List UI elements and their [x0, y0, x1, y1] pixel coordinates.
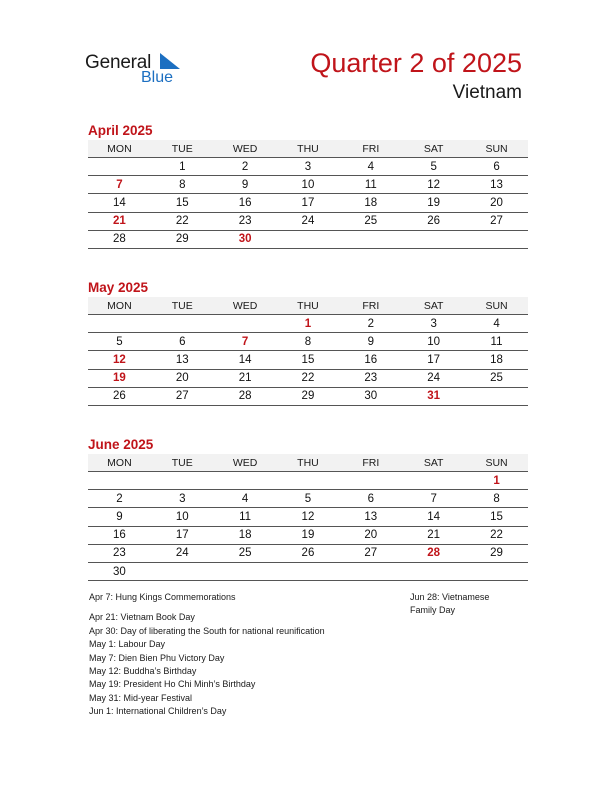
holiday-note: May 31: Mid-year Festival	[89, 692, 193, 703]
day-cell: 18	[339, 194, 402, 212]
day-cell: 30	[214, 230, 277, 248]
week-row	[88, 158, 528, 176]
day-cell: 25	[465, 369, 528, 387]
weekday-header: SUN	[465, 297, 528, 315]
day-cell	[339, 472, 402, 490]
day-cell: 12	[277, 508, 340, 526]
day-cell: 26	[277, 544, 340, 562]
day-cell: 14	[88, 194, 151, 212]
weekday-header: FRI	[339, 297, 402, 315]
holiday-note: May 1: Labour Day	[89, 639, 166, 650]
day-cell	[151, 472, 214, 490]
country-subtitle: Vietnam	[452, 82, 522, 103]
day-cell: 16	[339, 351, 402, 369]
week-row	[88, 544, 528, 562]
weekday-header: MON	[88, 297, 151, 315]
weekday-header: FRI	[339, 454, 402, 472]
week-row	[88, 230, 528, 248]
weekday-header: SAT	[402, 297, 465, 315]
month-april	[88, 121, 528, 249]
holiday-note: Jun 1: International Children’s Day	[89, 706, 227, 717]
page-title: Quarter 2 of 2025	[310, 48, 522, 78]
week-row	[88, 490, 528, 508]
day-cell: 24	[402, 369, 465, 387]
weekday-header-row	[88, 297, 528, 315]
day-cell: 5	[277, 490, 340, 508]
day-cell	[465, 230, 528, 248]
day-cell: 31	[402, 387, 465, 405]
day-cell: 20	[151, 369, 214, 387]
day-cell: 26	[88, 387, 151, 405]
day-cell: 8	[277, 333, 340, 351]
day-cell: 12	[88, 351, 151, 369]
day-cell: 19	[277, 526, 340, 544]
day-cell: 7	[214, 333, 277, 351]
day-cell	[402, 562, 465, 580]
day-cell	[339, 562, 402, 580]
holiday-note: May 7: Dien Bien Phu Victory Day	[89, 652, 225, 663]
day-cell: 17	[151, 526, 214, 544]
week-row	[88, 387, 528, 405]
day-cell: 28	[402, 544, 465, 562]
day-cell: 3	[402, 315, 465, 333]
day-cell: 26	[402, 212, 465, 230]
week-row	[88, 194, 528, 212]
weekday-header-row	[88, 454, 528, 472]
day-cell	[88, 472, 151, 490]
day-cell: 22	[277, 369, 340, 387]
holiday-notes	[89, 591, 325, 719]
holiday-note: Apr 30: Day of liberating the South for national reunification	[89, 625, 325, 636]
day-cell: 17	[277, 194, 340, 212]
day-cell: 18	[465, 351, 528, 369]
day-cell	[465, 387, 528, 405]
day-cell	[151, 315, 214, 333]
week-row	[88, 351, 528, 369]
day-cell: 28	[214, 387, 277, 405]
day-cell: 6	[465, 158, 528, 176]
day-cell: 27	[339, 544, 402, 562]
week-row	[88, 212, 528, 230]
day-cell: 11	[465, 333, 528, 351]
holiday-note: Family Day	[410, 605, 456, 616]
day-cell: 10	[402, 333, 465, 351]
weekday-header: WED	[214, 297, 277, 315]
holiday-note: Apr 7: Hung Kings Commemorations	[89, 592, 236, 602]
day-cell	[214, 315, 277, 333]
day-cell: 25	[214, 544, 277, 562]
logo-blue-text: Blue	[141, 69, 174, 86]
day-cell: 21	[88, 212, 151, 230]
calendar-table	[88, 297, 528, 406]
month-may	[88, 278, 528, 406]
day-cell	[88, 158, 151, 176]
day-cell: 9	[214, 176, 277, 194]
day-cell: 1	[277, 315, 340, 333]
day-cell: 22	[151, 212, 214, 230]
month-title: April 2025	[88, 123, 153, 138]
month-title: May 2025	[88, 280, 149, 295]
day-cell: 5	[402, 158, 465, 176]
day-cell	[88, 315, 151, 333]
weekday-header: MON	[88, 140, 151, 158]
day-cell: 24	[151, 544, 214, 562]
logo-general-text: General	[85, 52, 152, 73]
day-cell: 7	[88, 176, 151, 194]
day-cell: 10	[151, 508, 214, 526]
month-title: June 2025	[88, 437, 154, 452]
week-row	[88, 526, 528, 544]
weekday-header: SUN	[465, 454, 528, 472]
weekday-header: THU	[277, 140, 340, 158]
day-cell: 25	[339, 212, 402, 230]
day-cell	[339, 230, 402, 248]
day-cell: 1	[151, 158, 214, 176]
day-cell	[214, 472, 277, 490]
day-cell: 11	[339, 176, 402, 194]
day-cell: 29	[465, 544, 528, 562]
day-cell: 14	[214, 351, 277, 369]
day-cell: 22	[465, 526, 528, 544]
day-cell: 24	[277, 212, 340, 230]
day-cell: 30	[88, 562, 151, 580]
day-cell: 29	[277, 387, 340, 405]
calendar-table	[88, 140, 528, 249]
holiday-notes-right	[410, 591, 520, 618]
month-june	[88, 435, 528, 581]
day-cell: 15	[151, 194, 214, 212]
week-row	[88, 472, 528, 490]
weekday-header: TUE	[151, 454, 214, 472]
holiday-note: May 19: President Ho Chi Minh’s Birthday	[89, 679, 256, 690]
weekday-header: WED	[214, 454, 277, 472]
day-cell: 28	[88, 230, 151, 248]
day-cell: 8	[465, 490, 528, 508]
day-cell	[402, 230, 465, 248]
day-cell	[277, 472, 340, 490]
day-cell: 8	[151, 176, 214, 194]
logo	[85, 50, 185, 90]
day-cell: 12	[402, 176, 465, 194]
day-cell: 1	[465, 472, 528, 490]
day-cell: 21	[402, 526, 465, 544]
day-cell	[402, 472, 465, 490]
day-cell: 17	[402, 351, 465, 369]
weekday-header: WED	[214, 140, 277, 158]
day-cell	[465, 562, 528, 580]
weekday-header: FRI	[339, 140, 402, 158]
day-cell: 2	[339, 315, 402, 333]
day-cell: 18	[214, 526, 277, 544]
day-cell: 6	[339, 490, 402, 508]
day-cell: 29	[151, 230, 214, 248]
weekday-header: SAT	[402, 140, 465, 158]
day-cell: 14	[402, 508, 465, 526]
week-row	[88, 562, 528, 580]
day-cell: 3	[277, 158, 340, 176]
week-row	[88, 176, 528, 194]
day-cell: 7	[402, 490, 465, 508]
holiday-note: May 12: Buddha’s Birthday	[89, 666, 197, 677]
day-cell	[277, 230, 340, 248]
day-cell: 13	[339, 508, 402, 526]
day-cell: 23	[339, 369, 402, 387]
day-cell: 10	[277, 176, 340, 194]
logo-triangle-icon	[160, 53, 180, 69]
day-cell	[214, 562, 277, 580]
day-cell: 2	[88, 490, 151, 508]
day-cell: 16	[214, 194, 277, 212]
day-cell: 6	[151, 333, 214, 351]
day-cell: 19	[88, 369, 151, 387]
weekday-header-row	[88, 140, 528, 158]
weekday-header: THU	[277, 454, 340, 472]
holiday-note: Apr 21: Vietnam Book Day	[89, 612, 195, 623]
weekday-header: MON	[88, 454, 151, 472]
weekday-header: THU	[277, 297, 340, 315]
weekday-header: TUE	[151, 297, 214, 315]
holiday-note: Jun 28: Vietnamese	[410, 592, 490, 602]
week-row	[88, 508, 528, 526]
week-row	[88, 315, 528, 333]
week-row	[88, 333, 528, 351]
day-cell: 23	[214, 212, 277, 230]
week-row	[88, 369, 528, 387]
day-cell: 15	[465, 508, 528, 526]
day-cell	[151, 562, 214, 580]
day-cell: 16	[88, 526, 151, 544]
day-cell: 9	[339, 333, 402, 351]
day-cell: 4	[339, 158, 402, 176]
day-cell	[277, 562, 340, 580]
day-cell: 3	[151, 490, 214, 508]
day-cell: 4	[465, 315, 528, 333]
day-cell: 2	[214, 158, 277, 176]
weekday-header: SUN	[465, 140, 528, 158]
day-cell: 13	[151, 351, 214, 369]
day-cell: 13	[465, 176, 528, 194]
day-cell: 21	[214, 369, 277, 387]
weekday-header: SAT	[402, 454, 465, 472]
weekday-header: TUE	[151, 140, 214, 158]
day-cell: 23	[88, 544, 151, 562]
day-cell: 15	[277, 351, 340, 369]
day-cell: 9	[88, 508, 151, 526]
day-cell: 19	[402, 194, 465, 212]
day-cell: 11	[214, 508, 277, 526]
day-cell: 27	[151, 387, 214, 405]
calendar-table	[88, 454, 528, 581]
day-cell: 5	[88, 333, 151, 351]
day-cell: 20	[465, 194, 528, 212]
day-cell: 4	[214, 490, 277, 508]
day-cell: 27	[465, 212, 528, 230]
day-cell: 30	[339, 387, 402, 405]
day-cell: 20	[339, 526, 402, 544]
